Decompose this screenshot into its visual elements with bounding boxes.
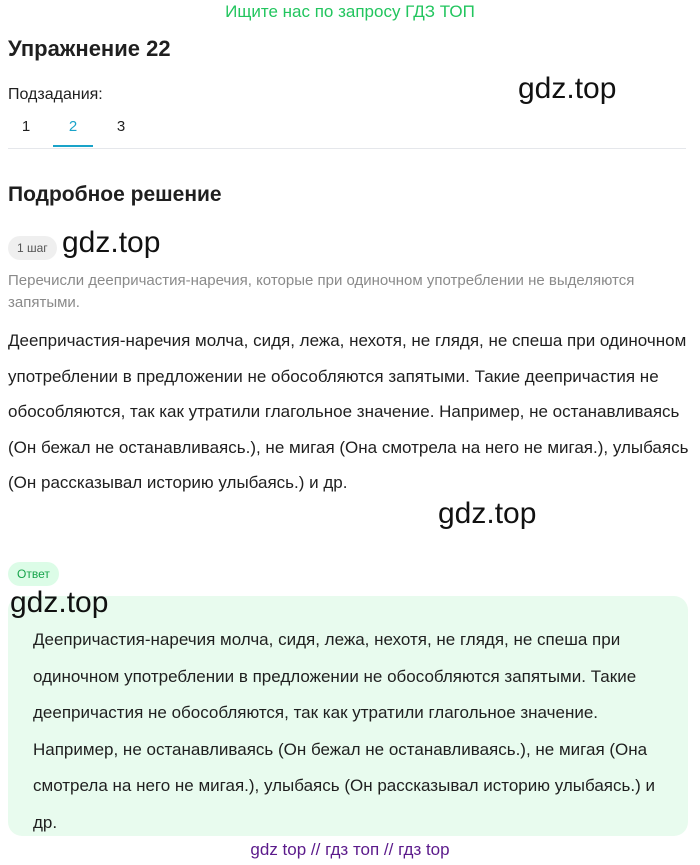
tab-subtask-3[interactable]: 3 — [116, 118, 126, 135]
step-hint: Перечисли деепричастия-наречия, которые при одиночном употреблении не выделяются запятыми. — [8, 272, 635, 311]
watermark-logo: gdz.top — [10, 586, 109, 619]
watermark-logo: gdz.top — [438, 497, 537, 530]
page-title: Упражнение 22 — [8, 36, 171, 61]
step-badge: 1 шаг — [8, 236, 57, 260]
tab-subtask-2[interactable]: 2 — [68, 118, 78, 135]
answer-badge: Ответ — [8, 562, 59, 586]
step-explanation: Деепричастия-наречия молча, сидя, лежа, нехотя, не глядя, не спеша при одиночном употреблении в предложении не обособляются запятыми. Такие деепричастия не обособляются, так как утратили глагольное значение. Например, не останавливаясь (Он бежал не останавливаясь.), не мигая (Она смотрела на него не мигая.), улыбаясь (Он рассказывал историю улыбаясь.) и др. — [8, 331, 689, 492]
promo-banner[interactable]: Ищите нас по запросу ГДЗ ТОП — [225, 2, 475, 21]
subtasks-label: Подзадания: — [8, 86, 103, 103]
subtask-tabs — [8, 112, 686, 149]
answer-text: Деепричастия-наречия молча, сидя, лежа, нехотя, не глядя, не спеша при одиночном употреблении в предложении не обособляются запятыми. Такие деепричастия не обособляются, так как утратили глагольное значение. Например, не останавливаясь (Он бежал не останавливаясь.), не мигая (Она смотрела на него не мигая.), улыбаясь (Он рассказывал историю улыбаясь.) и др. — [33, 630, 655, 832]
solution-heading: Подробное решение — [8, 183, 222, 206]
active-tab-indicator — [53, 145, 93, 147]
tab-subtask-1[interactable]: 1 — [21, 118, 31, 135]
watermark-logo: gdz.top — [62, 226, 161, 259]
footer-links[interactable]: gdz top // гдз топ // гдз top — [250, 840, 450, 859]
watermark-logo: gdz.top — [518, 72, 617, 105]
